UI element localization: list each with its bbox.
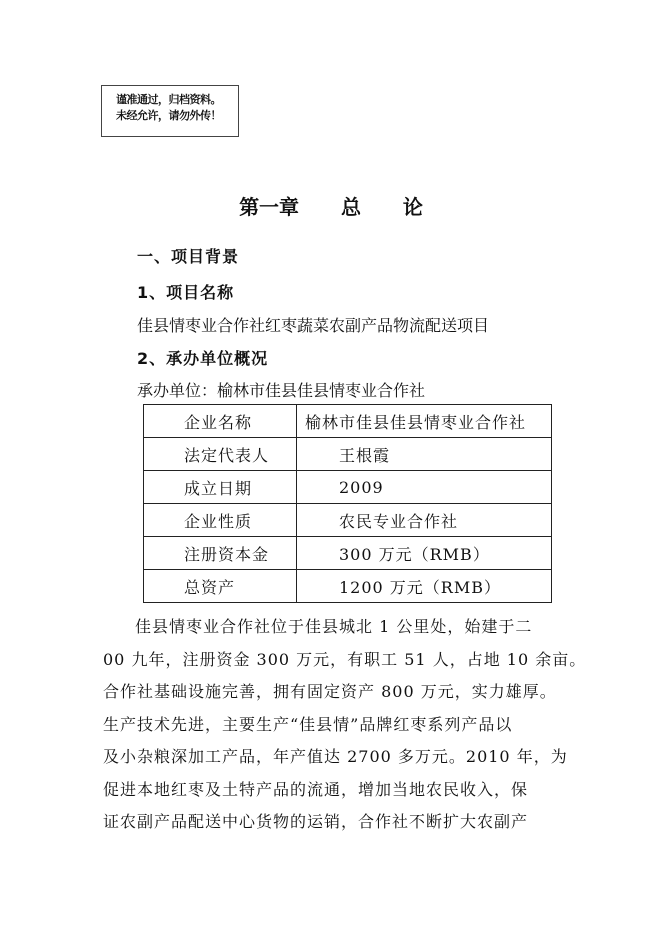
project-name-text: 佳县情枣业合作社红枣蔬菜农副产品物流配送项目	[137, 316, 490, 335]
paragraph-line: 促进本地红枣及土特产品的流通，增加当地农民收入，保	[103, 779, 529, 799]
notice-line-1: 谨准通过，归档资料。	[116, 93, 221, 106]
table-row	[144, 570, 552, 603]
table-row	[144, 504, 552, 537]
company-info-table	[143, 404, 552, 603]
table-cell-value: 1200 万元（RMB）	[297, 570, 552, 603]
table-cell-label: 企业名称	[144, 405, 297, 438]
table-row	[144, 438, 552, 471]
table-cell-value: 王根霞	[297, 438, 552, 471]
table-cell-value: 2009	[297, 471, 552, 504]
section-heading-background: 一、项目背景	[137, 247, 240, 266]
table-cell-value: 农民专业合作社	[297, 504, 552, 537]
host-unit-text: 承办单位：榆林市佳县佳县情枣业合作社	[137, 381, 426, 400]
paragraph-line: 证农副产品配送中心货物的运销，合作社不断扩大农副产	[103, 812, 529, 831]
confidential-notice-box	[101, 85, 239, 137]
subheading-unit-overview: 2、承办单位概况	[137, 349, 269, 368]
table-row	[144, 405, 552, 438]
table-cell-label: 成立日期	[144, 471, 297, 504]
table-cell-label: 总资产	[144, 570, 297, 603]
table-cell-value: 300 万元（RMB）	[297, 537, 552, 570]
chapter-title: 第一章 总 论	[239, 195, 423, 219]
paragraph-line: 佳县情枣业合作社位于佳县城北 1 公里处，始建于二	[135, 617, 533, 636]
paragraph-line: 00 九年，注册资金 300 万元，有职工 51 人，占地 10 余亩。	[103, 649, 587, 669]
table-row	[144, 471, 552, 504]
paragraph-line: 合作社基础设施完善，拥有固定资产 800 万元，实力雄厚。	[103, 682, 557, 701]
notice-line-2: 未经允许，请勿外传！	[116, 109, 221, 122]
table-cell-value: 榆林市佳县佳县情枣业合作社	[297, 405, 552, 438]
table-cell-label: 企业性质	[144, 504, 297, 537]
table-cell-label: 法定代表人	[144, 438, 297, 471]
paragraph-line: 生产技术先进，主要生产“佳县情”品牌红枣系列产品以	[103, 714, 513, 734]
subheading-project-name: 1、项目名称	[137, 283, 235, 302]
table-cell-label: 注册资本金	[144, 537, 297, 570]
paragraph-line: 及小杂粮深加工产品，年产值达 2700 多万元。2010 年，为	[103, 747, 568, 766]
table-row	[144, 537, 552, 570]
company-description-paragraph	[103, 611, 587, 839]
